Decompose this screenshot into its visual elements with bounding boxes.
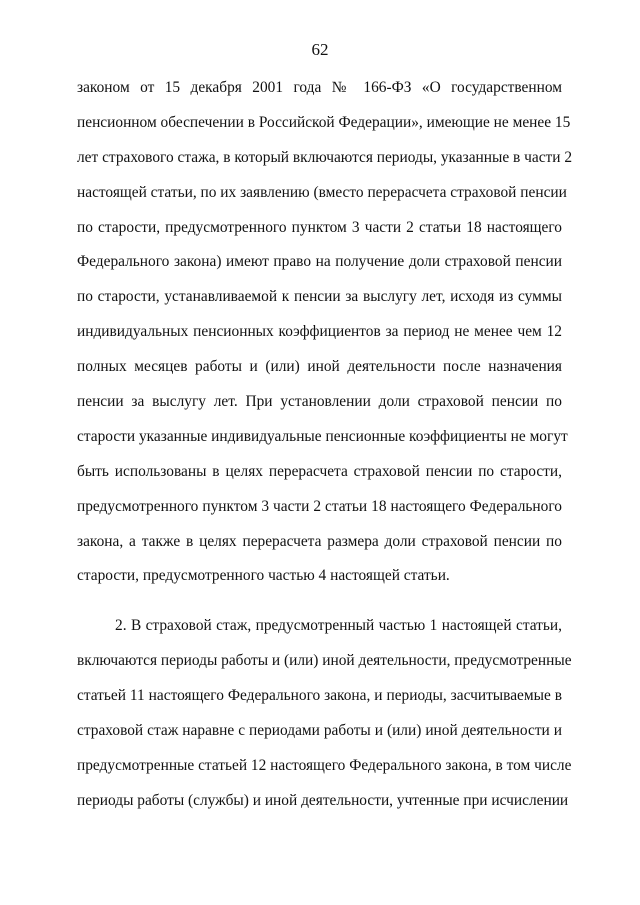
text-line: законом от 15 декабря 2001 года № 166-ФЗ «О государственном — [77, 79, 562, 96]
text-line: лет страхового стажа, в который включаются периоды, указанные в части 2 — [77, 148, 573, 166]
text-line: пенсии за выслугу лет. При установлении доли страховой пенсии по — [77, 393, 562, 411]
text-line: страховой стаж наравне с периодами работы и (или) иной деятельности и — [77, 722, 562, 740]
text-line: предусмотренные статьей 12 настоящего Федерального закона, в том числе — [77, 756, 572, 774]
text-line: старости указанные индивидуальные пенсионные коэффициенты не могут — [77, 427, 568, 445]
paragraph-1 — [77, 78, 573, 601]
paragraph-gap — [77, 601, 562, 616]
text-line: индивидуальных пенсионных коэффициентов за период не менее чем 12 — [77, 323, 562, 341]
text-line: по старости, предусмотренного пунктом 3 части 2 статьи 18 настоящего — [77, 218, 562, 236]
paragraph-2 — [77, 616, 572, 825]
text-line: настоящей статьи, по их заявлению (вместо перерасчета страховой пенсии — [77, 183, 567, 201]
text-line: полных месяцев работы и (или) иной деятельности после назначения — [77, 358, 562, 376]
text-line: старости, предусмотренного частью 4 настоящей статьи. — [77, 567, 450, 585]
text-line: включаются периоды работы и (или) иной деятельности, предусмотренные — [77, 652, 572, 670]
text-line: быть использованы в целях перерасчета страховой пенсии по старости, — [77, 462, 562, 480]
body-text — [77, 78, 573, 826]
text-line: периоды работы (службы) и иной деятельности, учтенные при исчислении — [77, 791, 569, 809]
text-line: 2. В страховой стаж, предусмотренный частью 1 настоящей статьи, — [115, 617, 562, 635]
text-line: Федерального закона) имеют право на получение доли страховой пенсии — [77, 253, 562, 271]
text-line: по старости, устанавливаемой к пенсии за выслугу лет, исходя из суммы — [77, 288, 562, 306]
page-number: 62 — [311, 40, 329, 59]
text-line: предусмотренного пунктом 3 части 2 статьи 18 настоящего Федерального — [77, 497, 562, 515]
text-line: пенсионном обеспечении в Российской Федерации», имеющие не менее 15 — [77, 113, 571, 131]
text-line: закона, а также в целях перерасчета размера доли страховой пенсии по — [77, 532, 562, 550]
text-line: статьей 11 настоящего Федерального закона, и периоды, засчитываемые в — [77, 687, 562, 705]
